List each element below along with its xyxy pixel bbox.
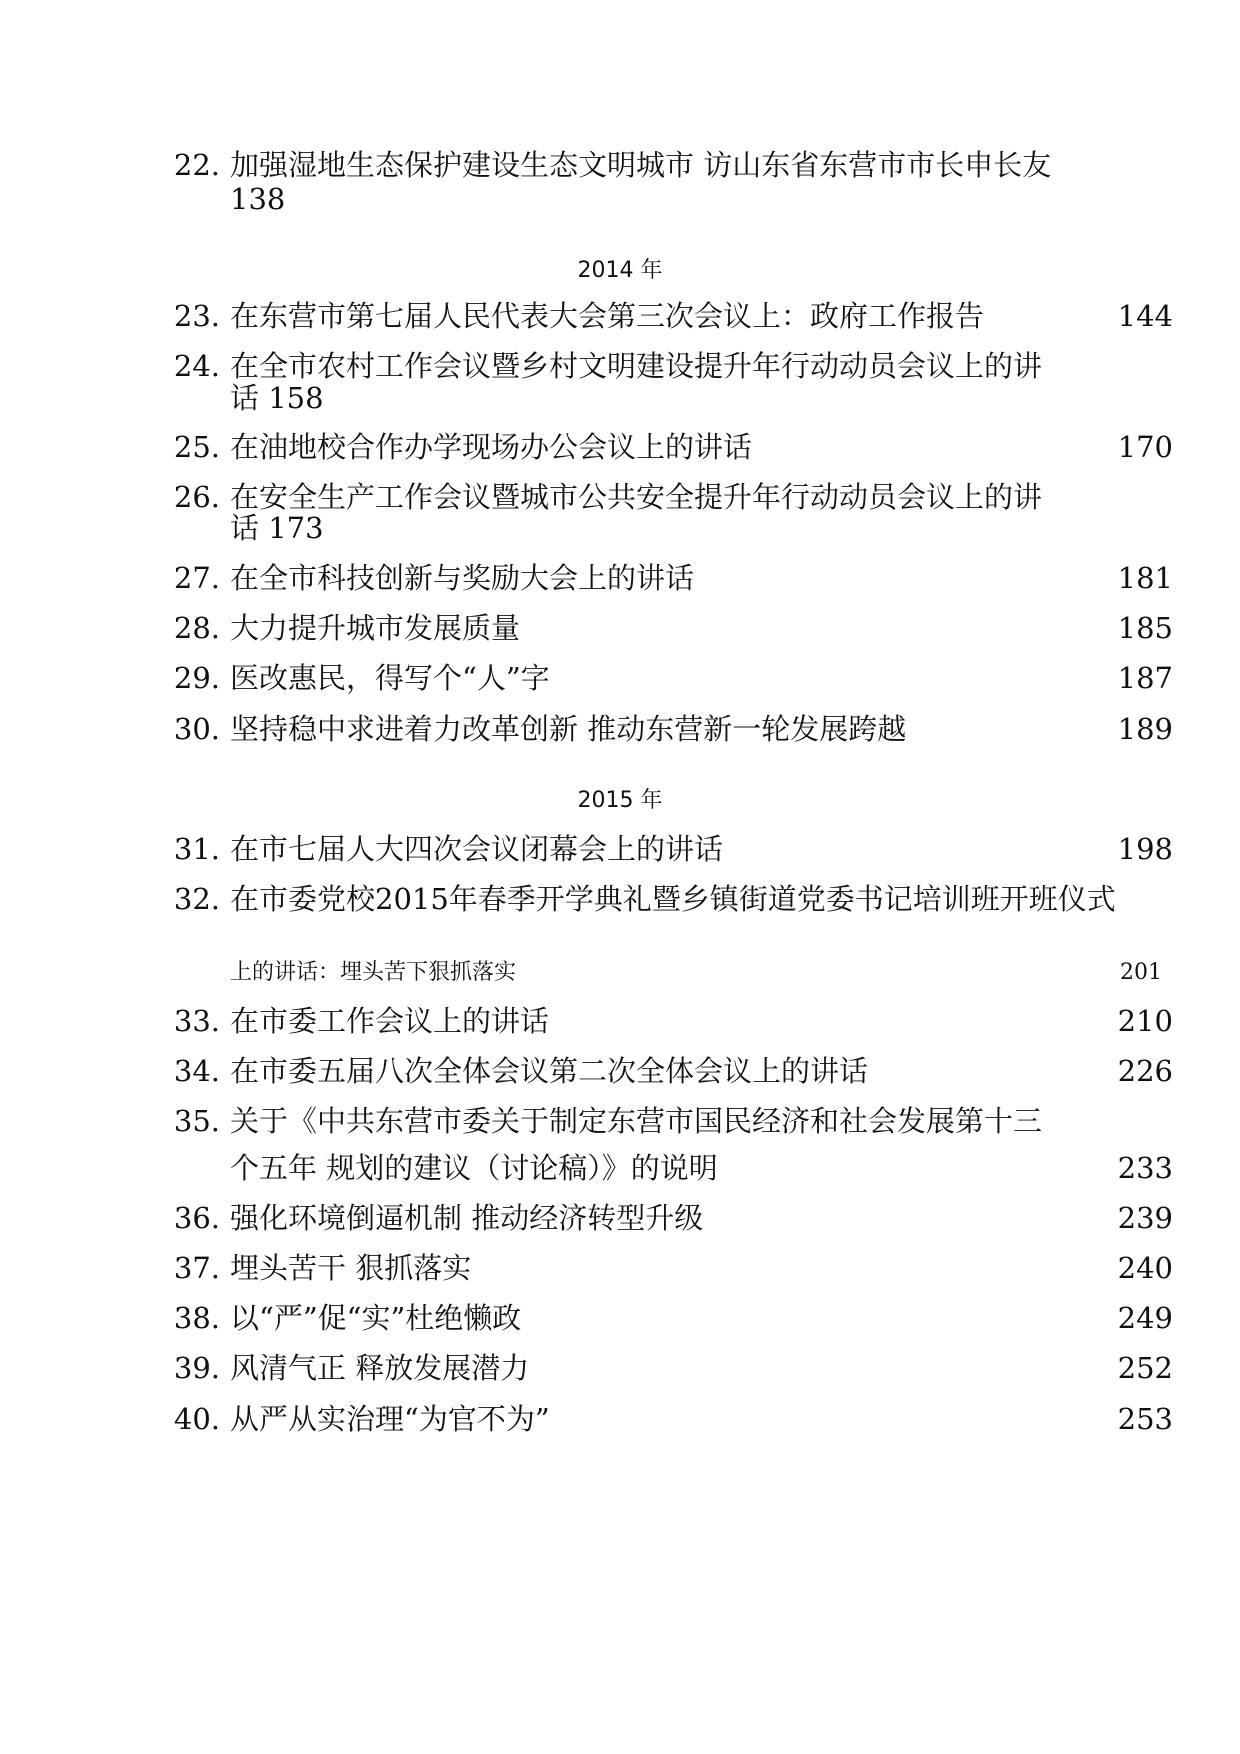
entry-number: 34. <box>173 1054 220 1088</box>
entry-title: 以“严”促“实”杜绝懒政 <box>230 1301 522 1335</box>
entry-number: 26. <box>173 480 220 514</box>
entry-page-number: 138 <box>230 182 286 216</box>
entry-number: 23. <box>173 299 220 333</box>
entry-page-number: 252 <box>1117 1351 1173 1385</box>
entry-number: 22. <box>173 148 220 182</box>
entry-number: 39. <box>173 1351 220 1385</box>
entry-page-number: 144 <box>1117 299 1173 333</box>
entry-page-number: 201 <box>1120 960 1162 985</box>
entry-title: 在东营市第七届人民代表大会第三次会议上：政府工作报告 <box>230 299 985 333</box>
entry-title: 大力提升城市发展质量 <box>230 611 521 645</box>
entry-title: 风清气正 释放发展潜力 <box>230 1351 530 1385</box>
entry-page-number: 185 <box>1117 611 1173 645</box>
entry-title: 在安全生产工作会议暨城市公共安全提升年行动动员会议上的讲 <box>230 480 1043 514</box>
entry-title: 医改惠民，得写个“人”字 <box>230 661 550 695</box>
entry-page-number: 170 <box>1117 430 1173 464</box>
entry-number: 25. <box>173 430 220 464</box>
entry-number: 33. <box>173 1004 220 1038</box>
entry-title: 关于《中共东营市委关于制定东营市国民经济和社会发展第十三 <box>230 1104 1043 1138</box>
entry-title: 从严从实治理“为官不为” <box>230 1402 550 1436</box>
entry-title: 埋头苦干 狠抓落实 <box>230 1251 472 1285</box>
entry-number: 31. <box>173 832 220 866</box>
entry-title: 坚持稳中求进着力改革创新 推动东营新一轮发展跨越 <box>230 712 907 746</box>
entry-number: 35. <box>173 1104 220 1138</box>
entry-title-continuation: 话 173 <box>230 511 324 545</box>
entry-page-number: 239 <box>1117 1201 1173 1235</box>
entry-number: 27. <box>173 561 220 595</box>
entry-title-continuation: 个五年 规划的建议（讨论稿）》的说明 <box>230 1151 718 1185</box>
entry-page-number: 210 <box>1117 1004 1173 1038</box>
entry-page-number: 187 <box>1117 661 1173 695</box>
entry-number: 38. <box>173 1301 220 1335</box>
entry-page-number: 189 <box>1117 712 1173 746</box>
entry-number: 30. <box>173 712 220 746</box>
entry-title: 在全市农村工作会议暨乡村文明建设提升年行动动员会议上的讲 <box>230 349 1043 383</box>
entry-page-number: 233 <box>1117 1151 1173 1185</box>
entry-page-number: 249 <box>1117 1301 1173 1335</box>
entry-title-continuation: 上的讲话：埋头苦下狠抓落实 <box>230 960 517 985</box>
entry-title: 在市委五届八次全体会议第二次全体会议上的讲话 <box>230 1054 869 1088</box>
entry-number: 28. <box>173 611 220 645</box>
entry-page-number: 226 <box>1117 1054 1173 1088</box>
entry-title: 在市七届人大四次会议闭幕会上的讲话 <box>230 832 724 866</box>
entry-number: 36. <box>173 1201 220 1235</box>
entry-title: 在市委工作会议上的讲话 <box>230 1004 550 1038</box>
year-heading-2014: 2014 年 <box>577 258 663 283</box>
entry-page-number: 240 <box>1117 1251 1173 1285</box>
entry-title: 在市委党校2015年春季开学典礼暨乡镇街道党委书记培训班开班仪式 <box>230 882 1116 916</box>
entry-page-number: 181 <box>1117 561 1173 595</box>
entry-title: 在油地校合作办学现场办公会议上的讲话 <box>230 430 753 464</box>
entry-page-number: 253 <box>1117 1402 1173 1436</box>
entry-title-continuation: 话 158 <box>230 381 324 415</box>
entry-number: 29. <box>173 661 220 695</box>
entry-page-number: 198 <box>1117 832 1173 866</box>
entry-title: 加强湿地生态保护建设生态文明城市 访山东省东营市市长申长友 <box>230 148 1052 182</box>
entry-number: 40. <box>173 1402 220 1436</box>
entry-number: 37. <box>173 1251 220 1285</box>
entry-title: 在全市科技创新与奖励大会上的讲话 <box>230 561 695 595</box>
entry-number: 32. <box>173 882 220 916</box>
entry-title: 强化环境倒逼机制 推动经济转型升级 <box>230 1201 704 1235</box>
entry-number: 24. <box>173 349 220 383</box>
year-heading-2015: 2015 年 <box>577 788 663 813</box>
